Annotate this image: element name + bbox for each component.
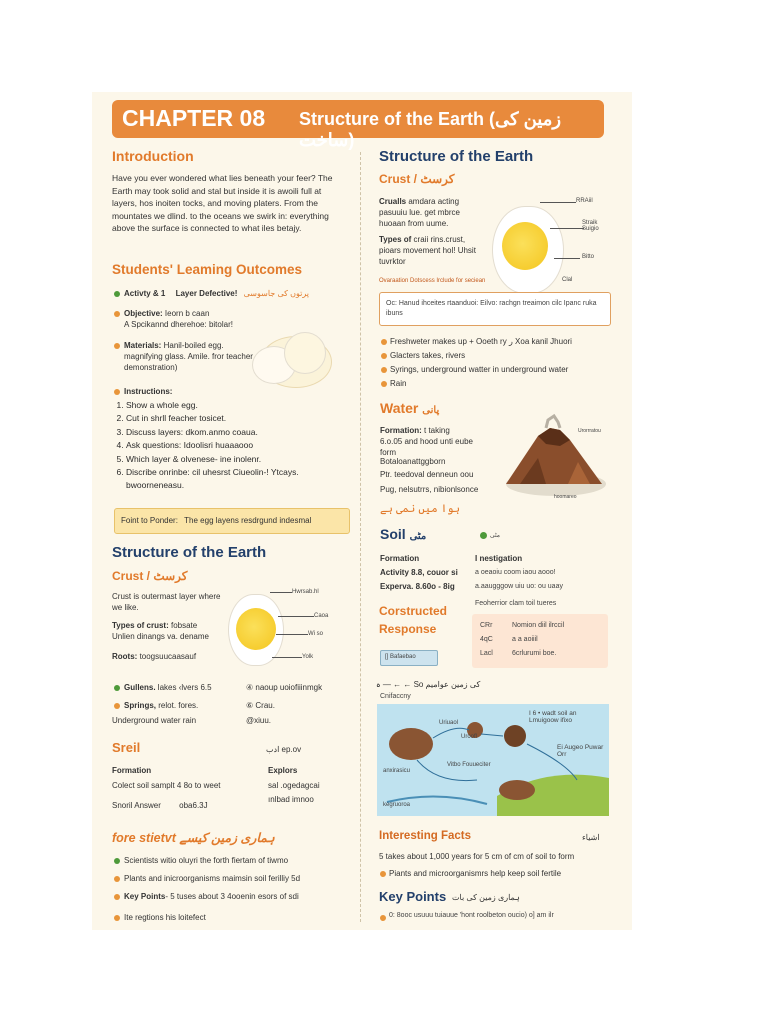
water-formation-text: 6.o.05 and hood unti eube form	[380, 437, 473, 457]
intro-heading: Introduction	[112, 148, 194, 164]
formation-text: Colect soil samplt 4 8o to weet	[112, 781, 221, 790]
springs-label: Springs,	[124, 701, 157, 710]
fact-item: Scientists witio oluyri the forth fiertam of tiwmo	[124, 856, 289, 865]
facts-heading: Interesting Facts	[379, 830, 472, 842]
snoril-line	[112, 800, 208, 811]
water-formation-label: Formation:	[380, 426, 422, 435]
crust-types	[112, 620, 242, 642]
diagram-label: Straik Suigio	[582, 220, 599, 232]
bullet	[381, 353, 387, 359]
gullens-right: ④ naoup uoiofiiinmgk	[246, 683, 323, 692]
bullet	[114, 858, 120, 864]
objective-text: A Spcikannd dherehoe: bitolar!	[124, 320, 233, 329]
sreil-right: ادب ep.ov	[266, 745, 302, 754]
instruction-item: 1. Show a whole egg.	[126, 399, 356, 412]
handwritten-line: ہ — ← ← So کی زمین عوامیم	[376, 680, 481, 689]
structure-heading: Structure of the Earth	[112, 544, 267, 561]
constructed-right: Feoherrior clam toil tueres	[475, 600, 557, 607]
instruction-item: 2. Cut in shrll feacher tosicet.	[126, 412, 356, 425]
cycle-label: I 6 • wadt soil an Lmuigoow ifixo	[529, 710, 577, 724]
roots-value: toogsuucaasauf	[139, 652, 197, 661]
chapter-header	[112, 100, 604, 150]
bullet	[114, 685, 120, 691]
instructions-label: Instructions:	[124, 387, 173, 396]
materials-text: Hanil-boiled egg. magnifying glass. Amile. fror teacher demonstration)	[124, 341, 253, 372]
objective-value: Ieorn b caan	[164, 309, 210, 318]
ponder-text: The egg layens resdrgund indesmal	[184, 516, 312, 525]
soil-investigation-label: I nestigation	[475, 554, 523, 563]
bullet	[380, 915, 386, 921]
key-points-rest: - 5 tuses about 3 4ooenin esors of sdi	[165, 892, 299, 901]
underground-right: @xiuu.	[246, 716, 272, 725]
crust-heading-right: Crust / کرسٹ	[379, 172, 455, 186]
water-heading	[380, 400, 439, 416]
fore-heading: fore stietvt ہماری زمین کیسے	[112, 831, 275, 845]
diagram-label: Bitto	[582, 254, 595, 260]
observation-note: Ovaraation Dotscess Irclude for seciean	[379, 278, 486, 284]
gullens-line	[124, 682, 212, 693]
soil-dot-label: مٹی	[490, 533, 501, 539]
explors-label: Explors	[268, 766, 298, 775]
soil-cycle-diagram	[377, 704, 609, 816]
springs-text: relot. fores.	[158, 701, 199, 710]
bullet	[381, 339, 387, 345]
water-heading-text: Water	[380, 400, 419, 416]
diagram-label: Clal	[562, 277, 573, 283]
materials	[124, 340, 254, 373]
types-label: Types of	[379, 235, 412, 244]
water-line: Botaloanattggborn	[380, 457, 446, 466]
explors-text: sal .ogedagcai	[268, 781, 320, 790]
fact-item: Plants and inicroorganisms maimsin soil ferilliy 5d	[124, 874, 301, 883]
handwritten-line-2: Cnifaccny	[380, 693, 411, 700]
observation-box-text: Oc: Hanud ihceites rtaanduoi: Eilvo: rachgn treaimon cilc Ipanc ruka ibuns	[386, 300, 597, 317]
response-key: CRr	[480, 622, 493, 629]
diagram-label: RRAiil	[576, 198, 593, 204]
soil-formation-label: Formation	[380, 554, 420, 563]
bullet	[114, 915, 120, 921]
diagram-label: Hwrsab.hl	[292, 589, 319, 595]
crust-types-label: Types of crust:	[112, 621, 169, 630]
types-text	[379, 234, 483, 267]
objective-label: Objective:	[124, 309, 163, 318]
gullens-text: lakes ‹lvers 6.5	[157, 683, 212, 692]
structure-heading-right: Structure of the Earth	[379, 148, 534, 165]
water-heading-urdu: پانی	[422, 405, 440, 416]
water-line: Pug, nelsutrrs, nibionlsonce	[380, 485, 479, 494]
water-bullet: Freshweter makes up + Ooeth ry ر Xoa kanil Jhuori	[390, 337, 572, 346]
crualls-body: amdara acting pasuuiu lue. get mbrce huoaan from uume.	[379, 197, 460, 228]
intro-paragraph: Have you ever wondered what lies beneath your feer? The Earth may took solid and stal but inside it is awoili full at layers, hos inoiten tocks, and moving platers. From the mountates we dlind. to the oceans we swirk in: everything above the surface is connected to what iles betajy.	[112, 173, 333, 234]
activity-title: Layer Defective!	[175, 289, 238, 298]
underground-text: Underground water rain	[112, 716, 197, 725]
chapter-number: CHAPTER 08	[122, 105, 266, 131]
column-divider	[360, 152, 362, 922]
worksheet-page	[92, 92, 632, 930]
cycle-label: Uroofl	[461, 734, 478, 740]
constructed-heading: Corstructed Response	[379, 604, 448, 636]
bullet	[114, 343, 120, 349]
volcano-illustration	[498, 406, 608, 500]
key-point-item: 0: 8ooc usuuu tuiauue 'hont roolbeton oucio) o] am ilr	[389, 912, 554, 919]
bullet	[114, 291, 120, 297]
water-urdu-line: ہوا میں نمی ہے	[380, 503, 461, 515]
fact-item: Ite regtions his loitefect	[124, 913, 206, 922]
snoril-label: Snoril Answer	[112, 801, 161, 810]
diagram-label: Yolk	[302, 654, 314, 660]
crust-heading: Crust / کرسٹ	[112, 569, 188, 583]
bullet	[114, 894, 120, 900]
soil-activity-right: a oeaoiu coom iaou aooo!	[475, 569, 556, 576]
instructions-list	[110, 399, 356, 493]
ponder-box	[114, 508, 350, 534]
response-value: Nomion diil ilrccil	[512, 622, 565, 629]
instruction-item: 5. Which layer & olvenese- ine inolenr.	[126, 453, 356, 466]
roots	[112, 651, 196, 662]
yolk-shape	[502, 222, 548, 270]
fact-item-right: 5 takes about 1,000 years for 5 cm of cm of soil to form	[379, 852, 575, 861]
bullet	[114, 389, 120, 395]
soil-heading-urdu: مٹی	[409, 531, 427, 542]
crust-types-text: Unlien dinangs va. dename	[112, 632, 209, 641]
instruction-item: 6. Discribe onrinbe: cil uhesrst Ciueolin-! Ytcays. bwoorneneasu.	[126, 466, 356, 493]
bullet	[114, 876, 120, 882]
fact-item-right: Piants and microorganismrs help keep soil fertile	[389, 869, 562, 878]
soil-experiment-label: Experva. 8.60o - 8ig	[380, 582, 455, 591]
crust-types-value: fobsate	[170, 621, 198, 630]
response-key: 4qC	[480, 636, 493, 643]
key-points-urdu: ہماری زمین کی بات	[452, 893, 520, 902]
objective	[124, 308, 324, 330]
response-box	[472, 614, 608, 668]
sreil-heading: Sreil	[112, 740, 141, 755]
chapter-title: Structure of the Earth (زمین کی ساخت)	[299, 109, 562, 150]
cycle-label: anxirasicu	[383, 768, 411, 774]
instruction-item: 3. Discuss layers: dkom.anmo coaua.	[126, 426, 356, 439]
bullet	[114, 311, 120, 317]
tag-label: [] Bafaebao	[385, 654, 416, 660]
diagram-label: Wi so	[308, 631, 323, 637]
explors-text: ınlbad imnoo	[268, 795, 314, 804]
activity-urdu: پرتوں کی جاسوسی	[243, 289, 310, 298]
bullet	[381, 367, 387, 373]
key-points-line	[124, 891, 299, 902]
snoril-text: oba6.3J	[179, 801, 208, 810]
water-bullet: Syrings, underground watter in underground water	[390, 365, 569, 374]
boiled-egg-illustration	[250, 328, 334, 390]
gullens-label: Gullens.	[124, 683, 156, 692]
crust-text: Crust is outermast layer where we like.	[112, 592, 221, 612]
materials-label: Materials:	[124, 341, 162, 350]
crualls-text	[379, 196, 475, 229]
types-body: craii rins.crust, pioars movement hol! Uhsit tuvrktor	[379, 235, 476, 266]
diagram-label: Caoa	[314, 613, 329, 619]
springs-line	[124, 700, 198, 711]
bullet	[114, 703, 120, 709]
soil-heading	[380, 526, 426, 542]
cycle-label: Uriuaol	[439, 720, 459, 726]
response-key: Lacl	[480, 650, 493, 657]
key-points-label: Key Points	[124, 892, 166, 901]
instruction-item: 4. Ask questions: Idoolisri huaaaooo	[126, 439, 356, 452]
springs-right: ⑥ Crau.	[246, 701, 275, 710]
key-points-heading: Key Points	[379, 889, 447, 904]
slo-heading: Students' Leaming Outcomes	[112, 262, 302, 277]
water-bullet: Glacters takes, rivers	[390, 351, 466, 360]
observation-box	[379, 292, 611, 326]
water-formation	[380, 425, 490, 458]
tag-box	[380, 650, 438, 666]
volcano-label: hoomareo	[554, 494, 577, 500]
water-formation-value: t taking	[424, 426, 450, 435]
water-bullet: Rain	[390, 379, 407, 388]
cycle-label: Ei Augeo Puwar Orr	[557, 744, 604, 758]
soil-activity-label: Activity 8.8, couor si	[380, 568, 458, 577]
response-value: 6crlurumi boe.	[512, 650, 557, 657]
water-line: Ptr. teedoval denneun oou	[380, 470, 474, 479]
activity-line	[124, 288, 354, 299]
soil-heading-text: Soil	[380, 526, 406, 542]
crualls-label: Crualls	[379, 197, 407, 206]
formation-label: Formation	[112, 766, 152, 775]
yolk-shape	[236, 608, 276, 650]
volcano-label: Urorrratou	[578, 428, 601, 434]
soil-experiment-right: a.aaugggow uiu uo: ou uaay	[475, 583, 563, 590]
roots-label: Roots:	[112, 652, 138, 661]
bullet	[480, 532, 487, 539]
facts-urdu: اشیاء	[582, 833, 600, 842]
ponder-label: Foint to Ponder:	[121, 516, 178, 525]
cycle-label: Vitbo Fouueciter	[447, 762, 491, 768]
cycle-label: kegruoroa	[383, 802, 411, 808]
response-value: a a aoiiil	[512, 636, 538, 643]
bullet	[381, 381, 387, 387]
bullet	[380, 871, 386, 877]
activity-label: Activty & 1	[124, 289, 166, 298]
